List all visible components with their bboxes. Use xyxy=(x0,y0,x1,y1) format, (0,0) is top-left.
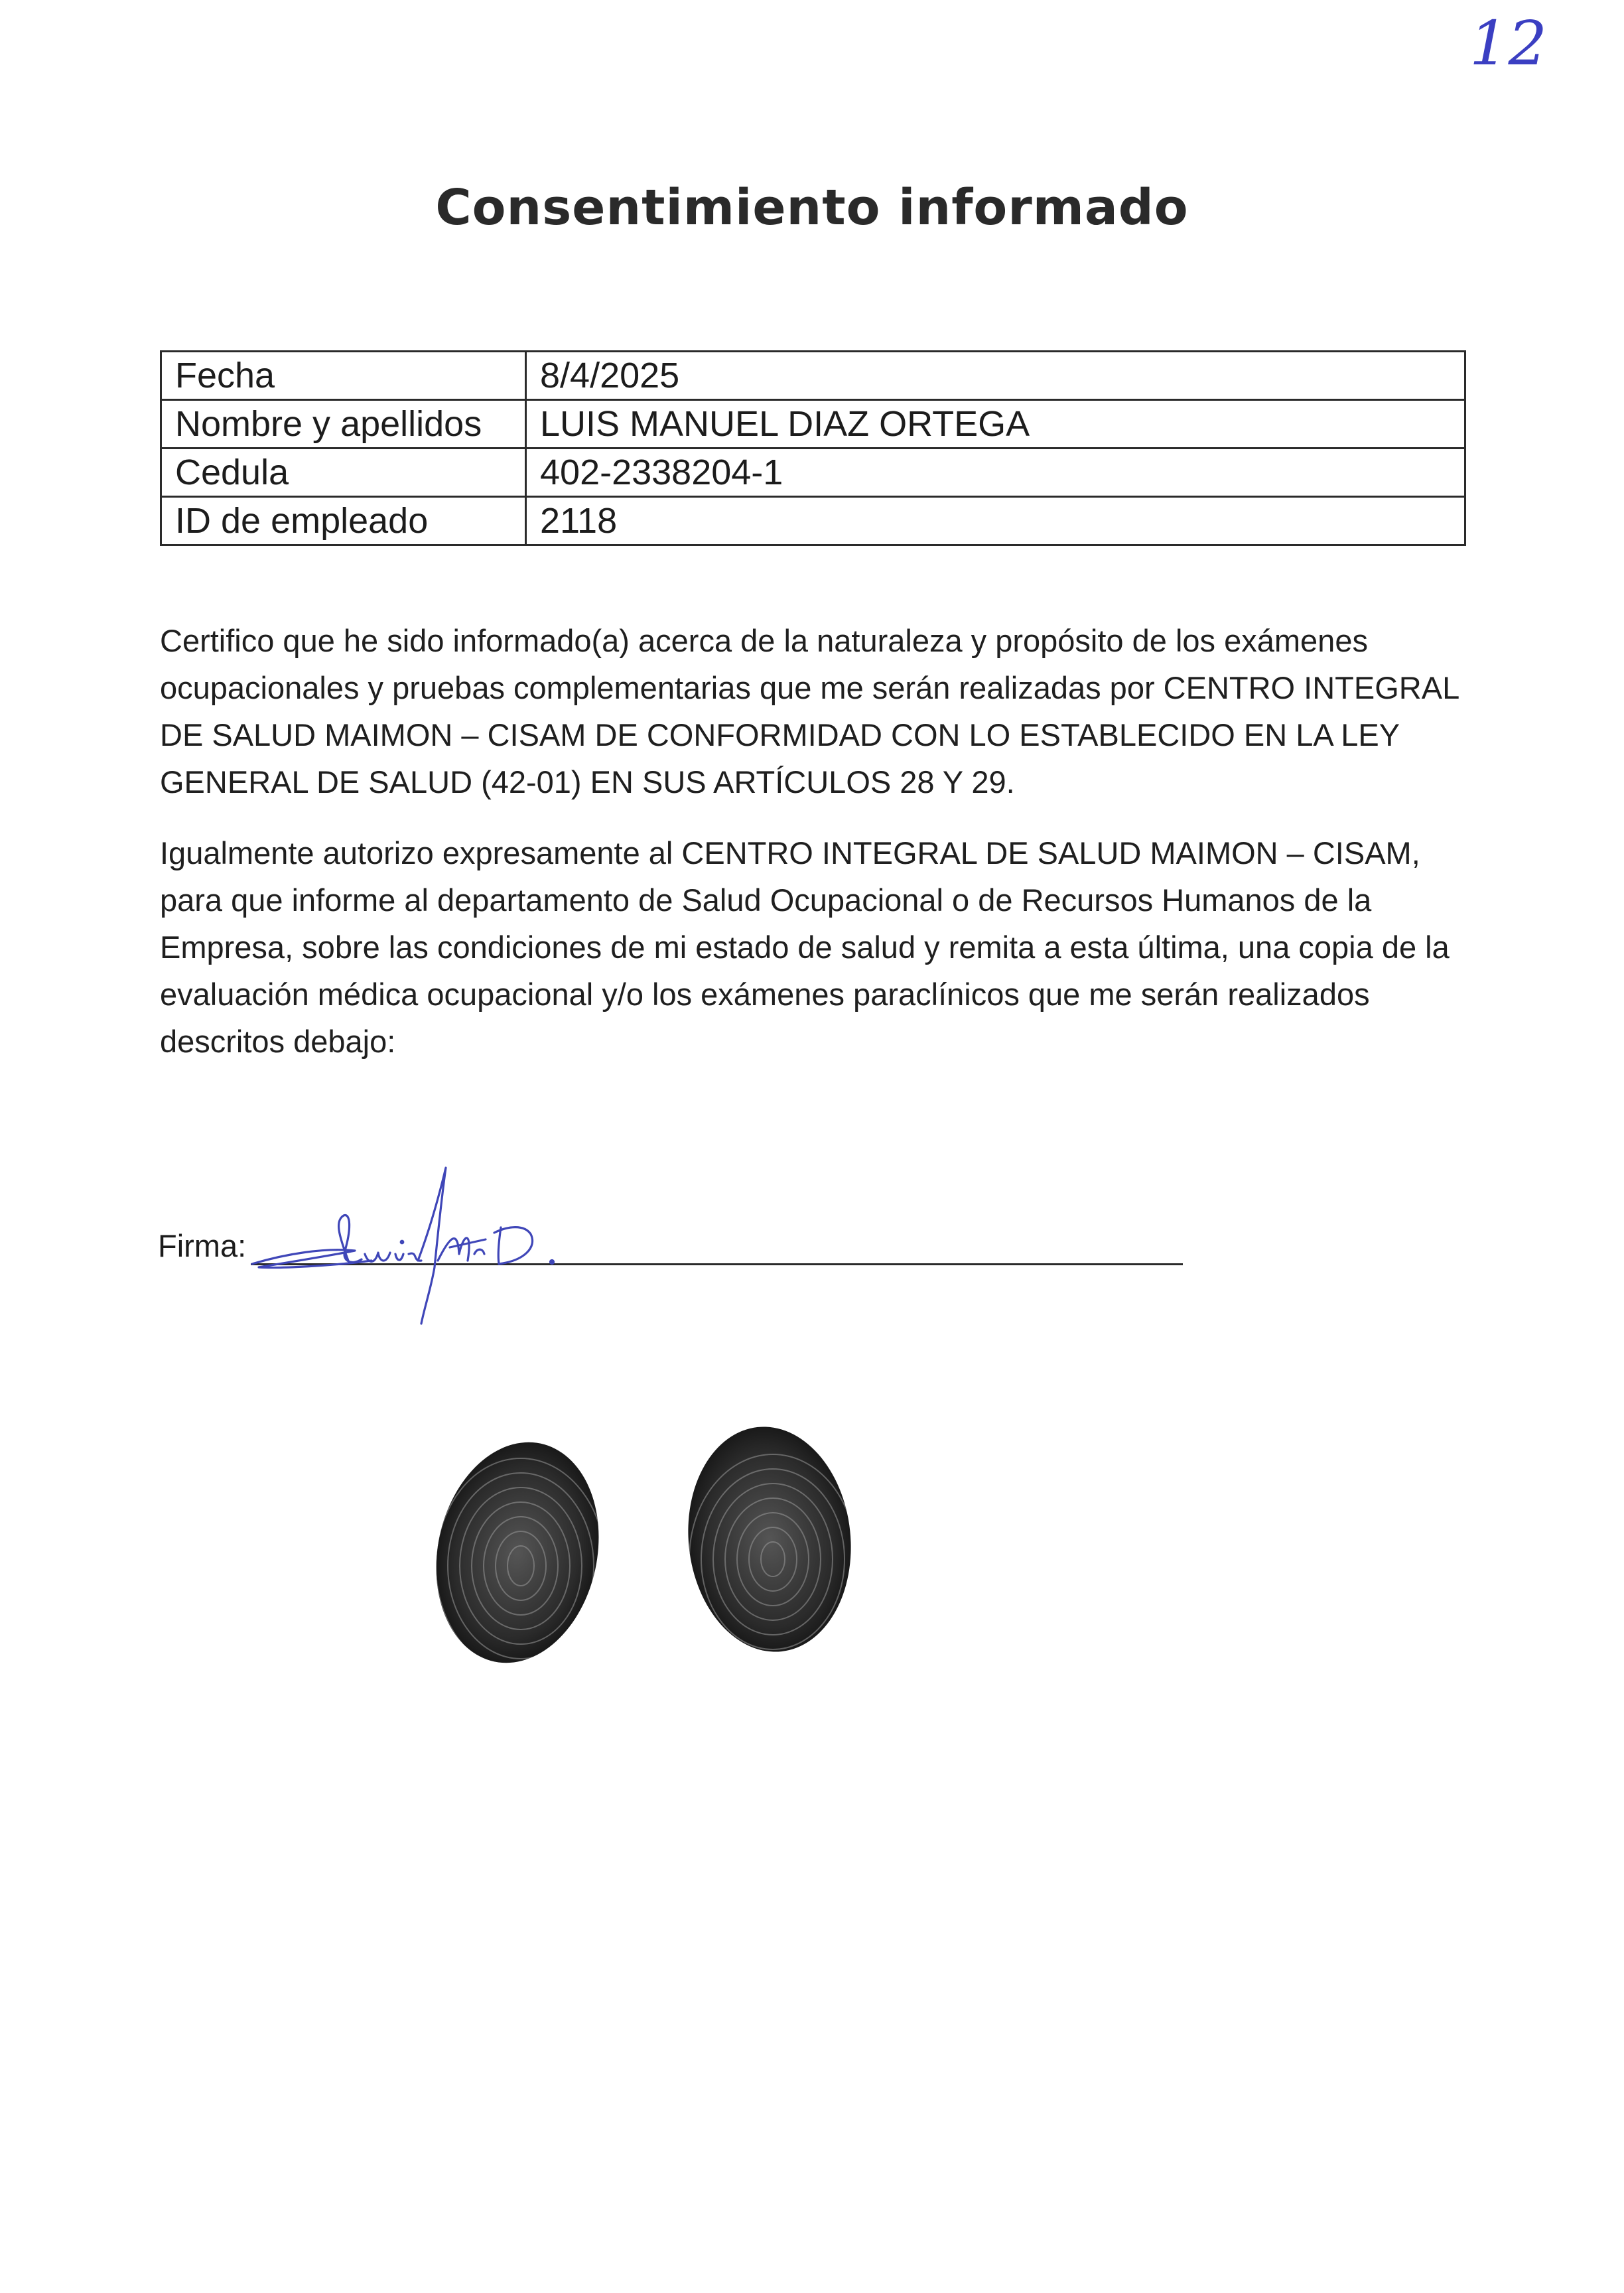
date-value: 8/4/2025 xyxy=(526,352,1465,400)
authorization-paragraph: Igualmente autorizo expresamente al CENTRO INTEGRAL DE SALUD MAIMON – CISAM, para que informe al departamento de Salud Ocupacional o de Recursos Humanos de la Empresa, sobre las condiciones de mi estado de salud y remita a esta última, una copia de la evaluación médica ocupacional y/o los exámenes paraclínicos que me serán realizados descritos debajo: xyxy=(160,835,1450,1059)
cedula-label: Cedula xyxy=(161,449,526,497)
certification-paragraph: Certifico que he sido informado(a) acerca de la naturaleza y propósito de los exámenes ocupacionales y pruebas complementarias que me serán realizadas por CENTRO INTEGRAL DE SALUD MAIMON – CISAM DE CONFORMIDAD CON LO ESTABLECIDO EN LA LEY GENERAL DE SALUD (42-01) EN SUS ARTÍCULOS 28 Y 29. xyxy=(160,623,1459,799)
employee-id-value: 2118 xyxy=(526,497,1465,545)
name-label: Nombre y apellidos xyxy=(161,400,526,449)
name-value: LUIS MANUEL DIAZ ORTEGA xyxy=(526,400,1465,449)
table-row xyxy=(161,352,1465,400)
left-fingerprint-icon xyxy=(417,1427,619,1679)
table-row xyxy=(161,400,1465,449)
signature-label: Firma: xyxy=(158,1228,247,1263)
table-row xyxy=(161,449,1465,497)
document-title: Consentimiento informado xyxy=(435,179,1189,236)
table-row xyxy=(161,497,1465,545)
right-fingerprint-icon xyxy=(677,1419,862,1664)
handwritten-signature xyxy=(239,1154,610,1334)
cedula-value: 402-2338204-1 xyxy=(526,449,1465,497)
page-number: 12 xyxy=(1469,8,1548,79)
employee-info-table xyxy=(160,350,1466,546)
fingerprint-images xyxy=(411,1407,889,1705)
date-label: Fecha xyxy=(161,352,526,400)
employee-id-label: ID de empleado xyxy=(161,497,526,545)
